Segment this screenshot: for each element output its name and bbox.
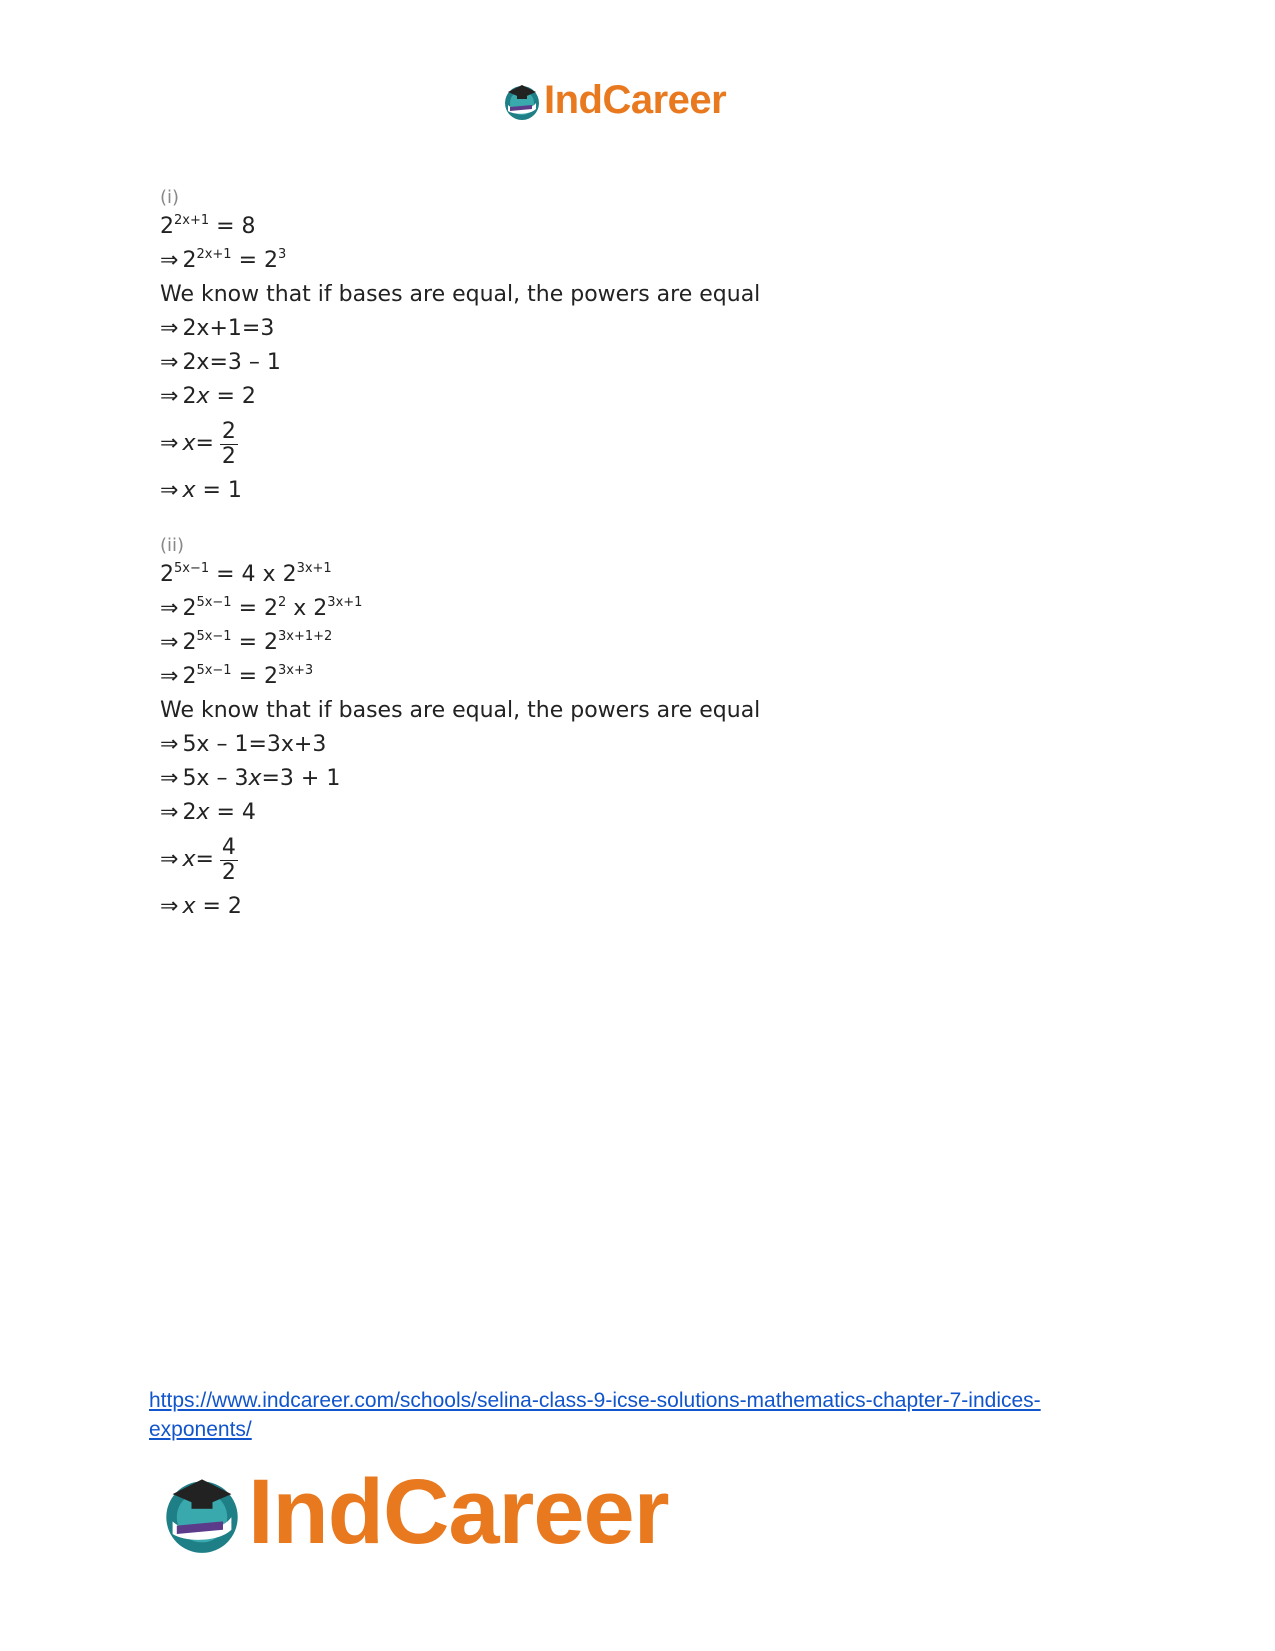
implies-symbol: ⇒ (160, 350, 179, 375)
equation-line: $2^{5x-1} = 4$ x $2^{3x+1}$ (160, 561, 332, 587)
implies-symbol: ⇒ (160, 894, 179, 919)
implies-symbol: ⇒ (160, 847, 179, 872)
equation-line: ⇒ $2^{5x-1} = 2^{3x+1+2}$ (160, 629, 333, 655)
implies-symbol: ⇒ (160, 248, 179, 273)
header-logo-text: IndCareer (544, 78, 727, 122)
implies-symbol: ⇒ (160, 800, 179, 825)
implies-symbol: ⇒ (160, 664, 179, 689)
implies-symbol: ⇒ (160, 316, 179, 341)
equation-line: ⇒ $2^{2x+1} = 2^3$ (160, 247, 287, 273)
equation-line: ⇒ 2x = 4 (160, 800, 256, 825)
equation-line: ⇒ x = $\frac{4}{2}$ (160, 834, 236, 885)
implies-symbol: ⇒ (160, 630, 179, 655)
solution-content (160, 186, 860, 924)
equation-line: ⇒ 5x – 3x=3 + 1 (160, 766, 341, 791)
equation-line: ⇒ $2^{5x-1} = 2^{3x+3}$ (160, 663, 314, 689)
footer-logo (160, 1460, 669, 1565)
equation-line: ⇒ 2x=3 – 1 (160, 350, 281, 375)
graduation-cap-globe-icon (502, 81, 542, 121)
footer-url-link[interactable]: https://www.indcareer.com/schools/selina-class-9-icse-solutions-mathematics-chapter-7-indices-exponents/ (149, 1389, 1041, 1441)
part-ii-label: (ii) (160, 535, 185, 556)
statement-text: We know that if bases are equal, the powers are equal (160, 282, 761, 307)
graduation-cap-globe-icon (160, 1471, 244, 1555)
implies-symbol: ⇒ (160, 384, 179, 409)
implies-symbol: ⇒ (160, 766, 179, 791)
implies-symbol: ⇒ (160, 732, 179, 757)
equation-line: ⇒ 2x = 2 (160, 384, 256, 409)
fraction: $\frac{4}{2}$ (221, 834, 236, 885)
implies-symbol: ⇒ (160, 431, 179, 456)
equation-line: ⇒ x = 2 (160, 894, 242, 919)
part-i-label: (i) (160, 187, 180, 208)
fraction: $\frac{2}{2}$ (221, 418, 236, 469)
statement-text: We know that if bases are equal, the powers are equal (160, 698, 761, 723)
equation-line: ⇒ x = $\frac{2}{2}$ (160, 418, 236, 469)
equation-line: ⇒ x = 1 (160, 478, 242, 503)
footer-logo-text: IndCareer (248, 1461, 669, 1563)
equation-line: ⇒ 5x – 1=3x+3 (160, 732, 327, 757)
implies-symbol: ⇒ (160, 478, 179, 503)
equation-line: ⇒ 2x+1=3 (160, 316, 275, 341)
equation-line: $2^{2x+1} = 8$ (160, 213, 256, 239)
equation-line: ⇒ $2^{5x-1} = 2^2$ x $2^{3x+1}$ (160, 595, 363, 621)
implies-symbol: ⇒ (160, 596, 179, 621)
header-logo (502, 78, 726, 123)
